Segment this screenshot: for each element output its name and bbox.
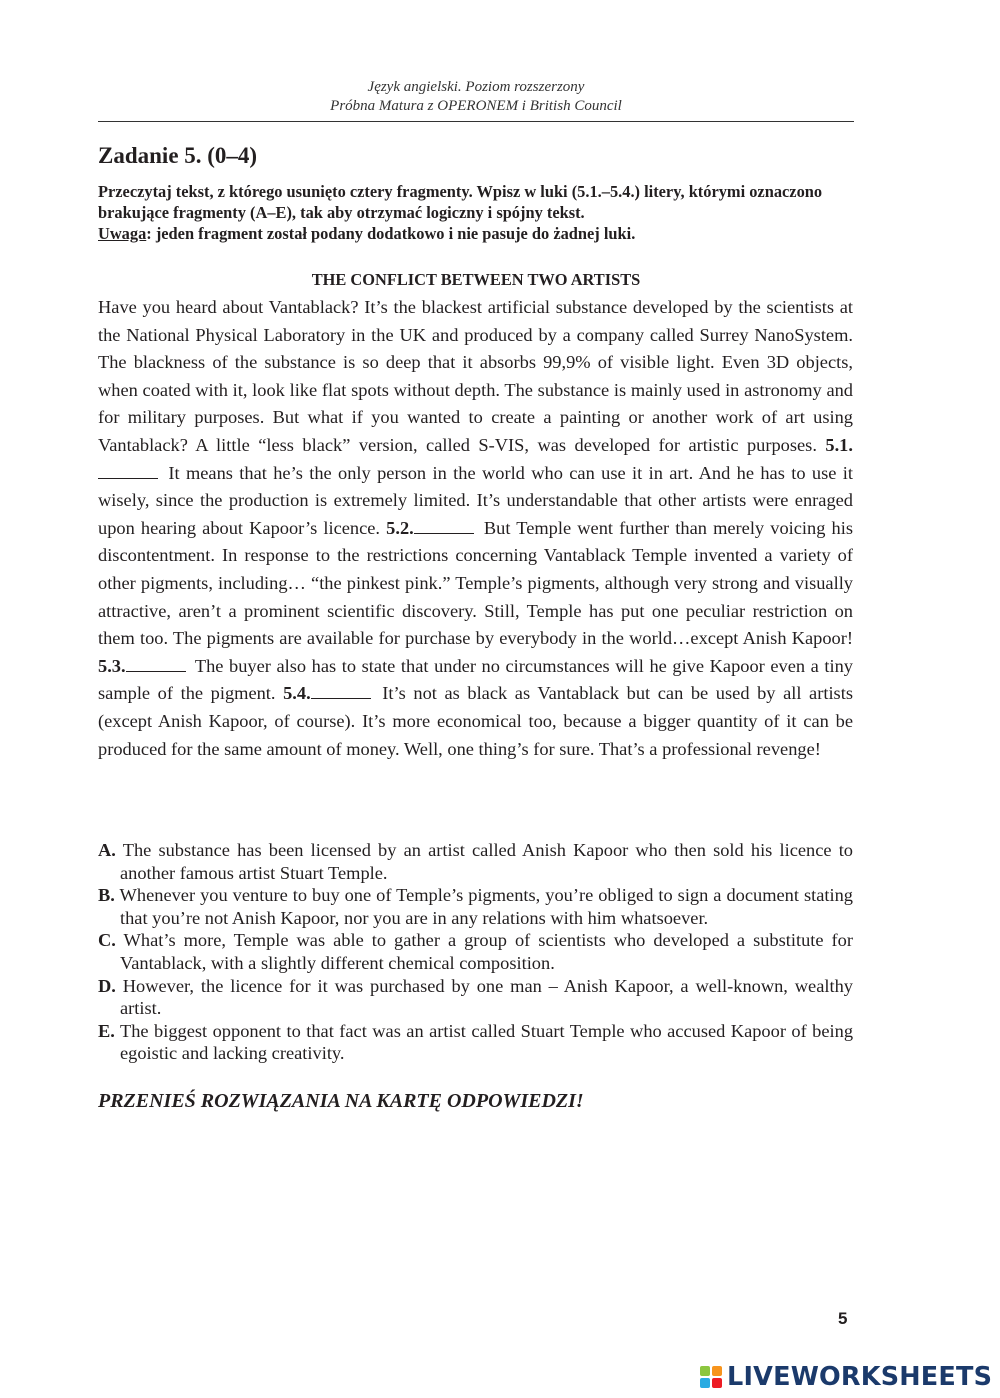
reading-text-title: THE CONFLICT BETWEEN TWO ARTISTS: [311, 270, 641, 289]
option-b: [98, 884, 853, 929]
logo-square-2: [712, 1366, 722, 1376]
option-letter: C.: [98, 930, 116, 951]
option-text: However, the licence for it was purchased by one man – Anish Kapoor, a well-known, wealthy artist.: [120, 975, 853, 1019]
liveworksheets-brand[interactable]: [700, 1362, 992, 1392]
option-letter: D.: [98, 975, 116, 996]
transfer-answers-note: PRZENIEŚ ROZWIĄZANIA NA KARTĘ ODPOWIEDZI!: [98, 1090, 584, 1112]
gap-label-5-3: 5.3.: [98, 655, 126, 676]
task-instructions: [98, 181, 854, 244]
option-c: [98, 929, 853, 974]
option-text: The substance has been licensed by an artist called Anish Kapoor who then sold his licence to another famous artist Stuart Temple.: [120, 840, 854, 883]
option-d: [98, 975, 853, 1020]
logo-square-1: [700, 1366, 710, 1376]
gap-input-5-2[interactable]: [414, 519, 474, 534]
text-part-2: It means that he’s the only person in the world who can use it in art. And he has to use it wisely, since the production is extremely limited. It’s understandable that other artists were enraged upon hearing about Kapoor’s licence.: [98, 462, 853, 538]
option-e: [98, 1020, 853, 1065]
text-part-1: Have you heard about Vantablack? It’s the blackest artificial substance developed by the scientists at the National Physical Laboratory in the UK and produced by a company called Surrey NanoSystem. The blackness of the substance is so deep that it absorbs 99,9% of visible light. Even 3D objects, when coated with it, look like flat spots without depth. The substance is mainly used in astronomy and for military purposes. But what if you wanted to create a painting or another work of art using Vantablack? A little “less black” version, called S-VIS, was developed for artistic purposes.: [98, 297, 853, 455]
option-text: What’s more, Temple was able to gather a group of scientists who developed a substitute for Vantablack, with a slightly different chemical composition.: [120, 930, 853, 973]
liveworksheets-logo-icon: [700, 1366, 722, 1388]
header-divider: [98, 121, 854, 122]
logo-square-3: [700, 1378, 710, 1388]
logo-square-4: [712, 1378, 722, 1388]
text-part-5: It’s not as black as Vantablack but can be used by all artists (except Anish Kapoor, of course). It’s more economical too, because a bigger quantity of it can be produced for the same amount of money. Well, one thing’s for sure. That’s a professional revenge!: [98, 683, 853, 759]
note-text: : jeden fragment został podany dodatkowo i nie pasuje do żadnej luki.: [146, 224, 636, 243]
header-line-1: Język angielski. Poziom rozszerzony: [367, 79, 585, 95]
task-title: Zadanie 5. (0–4): [98, 143, 258, 168]
brand-name: LIVEWORKSHEETS: [727, 1362, 993, 1392]
gap-label-5-4: 5.4.: [283, 683, 311, 704]
answer-options: [98, 839, 853, 1065]
text-part-4: The buyer also has to state that under no circumstances will he give Kapoor even a tiny sample of the pigment.: [98, 655, 854, 704]
gap-input-5-1[interactable]: [98, 464, 158, 479]
gap-label-5-2: 5.2.: [386, 517, 414, 538]
option-letter: E.: [98, 1020, 115, 1041]
gap-label-5-1: 5.1.: [825, 434, 853, 455]
option-letter: A.: [98, 840, 116, 860]
note-label: Uwaga: [98, 224, 147, 243]
option-letter: B.: [98, 885, 115, 906]
gap-input-5-4[interactable]: [311, 684, 371, 699]
option-a: [98, 839, 853, 884]
option-text: The biggest opponent to that fact was an artist called Stuart Temple who accused Kapoor of being egoistic and lacking creativity.: [120, 1020, 854, 1064]
running-header: [98, 78, 854, 116]
page-number: 5: [838, 1309, 848, 1328]
instruction-note: [98, 223, 854, 244]
reading-text: [98, 294, 853, 763]
text-part-3: But Temple went further than merely voicing his discontentment. In response to the restrictions concerning Vantablack Temple invented a variety of other pigments, including… “the pinkest pink.” Temple’s pigments, although very strong and visually attractive, aren’t a prominent scientific discovery. Still, Temple has put one peculiar restriction on them too. The pigments are available for purchase by everybody in the world…except Anish Kapoor!: [98, 517, 853, 649]
header-line-2: Próbna Matura z OPERONEM i British Council: [330, 98, 622, 114]
instruction-text: Przeczytaj tekst, z którego usunięto cztery fragmenty. Wpisz w luki (5.1.–5.4.) litery, którymi oznaczono brakujące fragmenty (A–E), tak aby otrzymać logiczny i spójny tekst.: [98, 182, 823, 222]
option-text: Whenever you venture to buy one of Temple’s pigments, you’re obliged to sign a document stating that you’re not Anish Kapoor, nor you are in any relations with him whatsoever.: [119, 885, 853, 928]
gap-input-5-3[interactable]: [126, 657, 186, 672]
